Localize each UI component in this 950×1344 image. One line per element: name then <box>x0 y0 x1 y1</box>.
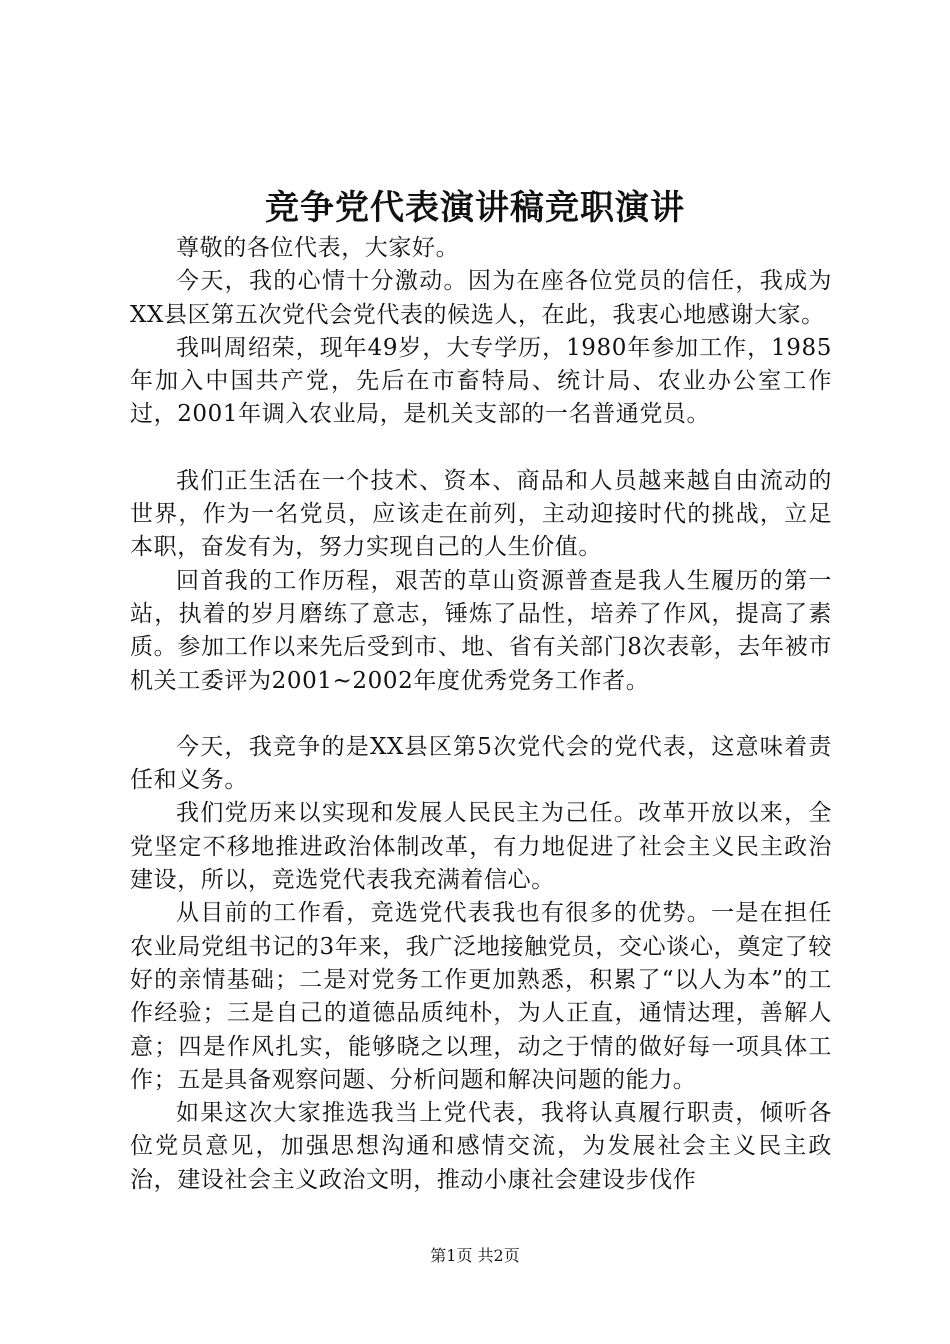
page-number-footer: 第1页 共2页 <box>430 1246 520 1265</box>
paragraph: 我们正生活在一个技术、资本、商品和人员越来越自由流动的世界，作为一名党员，应该走在前列，主动迎接时代的挑战，立足本职，奋发有为，努力实现自己的人生价值。 <box>130 467 832 561</box>
paragraph: 今天，我竞争的是XX县区第5次党代会的党代表，这意味着责任和义务。 <box>130 733 832 794</box>
paragraph: 从目前的工作看，竞选党代表我也有很多的优势。一是在担任农业局党组书记的3年来，我广泛地接触党员，交心谈心，奠定了较好的亲情基础；二是对党务工作更加熟悉，积累了“以人为本”的工作经验；三是自己的道德品质纯朴，为人正直，通情达理，善解人意；四是作风扎实，能够晓之以理，动之于情的做好每一项具体工作；五是具备观察问题、分析问题和解决问题的能力。 <box>130 900 832 1093</box>
paragraph: 如果这次大家推选我当上党代表，我将认真履行职责，倾听各位党员意见，加强思想沟通和感情交流，为发展社会主义民主政治，建设社会主义政治文明，推动小康社会建设步伐作 <box>130 1100 832 1193</box>
paragraph: 尊敬的各位代表，大家好。 <box>176 235 460 261</box>
paragraph: 今天，我的心情十分激动。因为在座各位党员的信任，我成为XX县区第五次党代会党代表的候选人，在此，我衷心地感谢大家。 <box>130 268 832 328</box>
document-title: 竞争党代表演讲稿竞职演讲 <box>265 188 685 228</box>
paragraph: 我们党历来以实现和发展人民民主为己任。改革开放以来，全党坚定不移地推进政治体制改革，有力地促进了社会主义民主政治建设，所以，竞选党代表我充满着信心。 <box>130 800 832 894</box>
paragraph: 我叫周绍荣，现年49岁，大专学历，1980年参加工作，1985年加入中国共产党，先后在市畜特局、统计局、农业办公室工作过，2001年调入农业局，是机关支部的一名普通党员。 <box>130 334 832 428</box>
paragraph: 回首我的工作历程，艰苦的草山资源普查是我人生履历的第一站，执着的岁月磨练了意志，锤炼了品性，培养了作风，提高了素质。参加工作以来先后受到市、地、省有关部门8次表彰，去年被市机关工委评为2001~2002年度优秀党务工作者。 <box>130 567 832 694</box>
document-body <box>130 232 832 1197</box>
